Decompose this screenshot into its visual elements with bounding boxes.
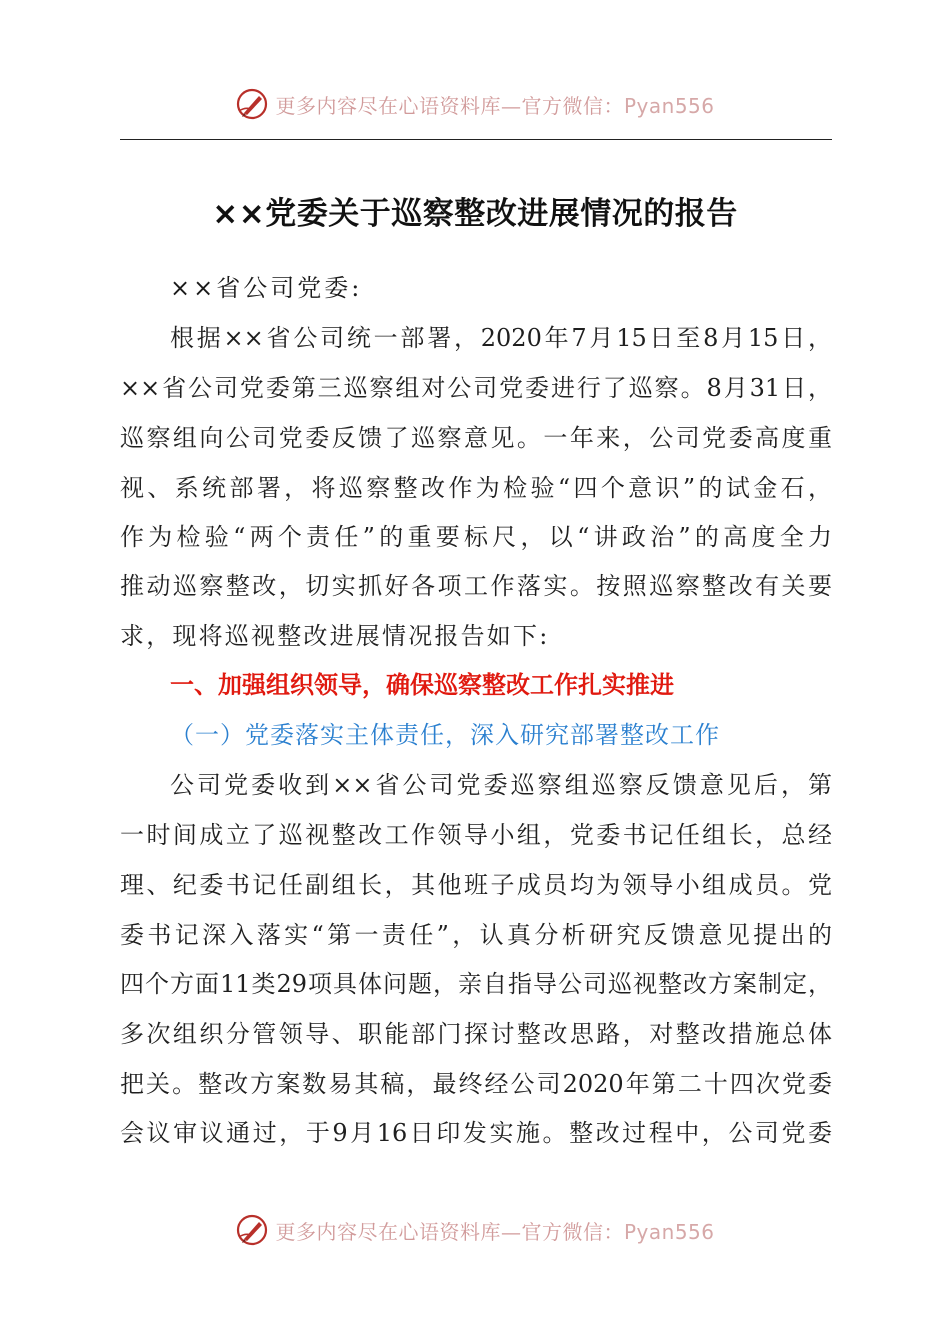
- intro-line: 求，现将巡视整改进展情况报告如下:: [120, 622, 550, 650]
- body-line: 把关。整改方案数易其稿，最终经公司2020年第二十四次党委: [120, 1070, 832, 1098]
- header-rule: [120, 139, 832, 140]
- subsection-heading: （一）党委落实主体责任，深入研究部署整改工作: [170, 721, 720, 749]
- pen-logo-icon: [235, 87, 269, 121]
- intro-line: ××省公司党委第三巡察组对公司党委进行了巡察。8月31日，: [120, 374, 832, 402]
- body-line: 理、纪委书记任副组长，其他班子成员均为领导小组成员。党: [120, 871, 832, 899]
- body-line: 四个方面11类29项具体问题，亲自指导公司巡视整改方案制定，: [120, 970, 832, 998]
- watermark-banner-bottom: [0, 1210, 950, 1250]
- body-line: 委书记深入落实“第一责任”，认真分析研究反馈意见提出的: [120, 921, 832, 949]
- watermark-text: 更多内容尽在心语资料库—官方微信：Pyan556: [275, 93, 715, 118]
- intro-line: 作为检验“两个责任”的重要标尺，以“讲政治”的高度全力: [120, 523, 832, 551]
- body-line: 公司党委收到××省公司党委巡察组巡察反馈意见后，第: [170, 771, 832, 799]
- document-title: ××党委关于巡察整改进展情况的报告: [212, 196, 738, 232]
- intro-line: 巡察组向公司党委反馈了巡察意见。一年来，公司党委高度重: [120, 424, 832, 452]
- intro-line: 推动巡察整改，切实抓好各项工作落实。按照巡察整改有关要: [120, 572, 832, 600]
- body-line: 一时间成立了巡视整改工作领导小组，党委书记任组长，总经: [120, 821, 832, 849]
- watermark-banner-top: [0, 84, 950, 124]
- body-line: 多次组织分管领导、职能部门探讨整改思路，对整改措施总体: [120, 1020, 832, 1048]
- intro-line: 根据××省公司统一部署，2020年7月15日至8月15日，: [170, 324, 832, 352]
- body-line: 会议审议通过，于9月16日印发实施。整改过程中，公司党委: [120, 1119, 832, 1147]
- pen-logo-icon: [235, 1213, 269, 1247]
- intro-line: 视、系统部署，将巡察整改作为检验“四个意识”的试金石，: [120, 474, 832, 502]
- watermark-text: 更多内容尽在心语资料库—官方微信：Pyan556: [275, 1219, 715, 1244]
- salutation: ××省公司党委:: [170, 274, 363, 302]
- section-heading: 一、加强组织领导，确保巡察整改工作扎实推进: [170, 671, 674, 699]
